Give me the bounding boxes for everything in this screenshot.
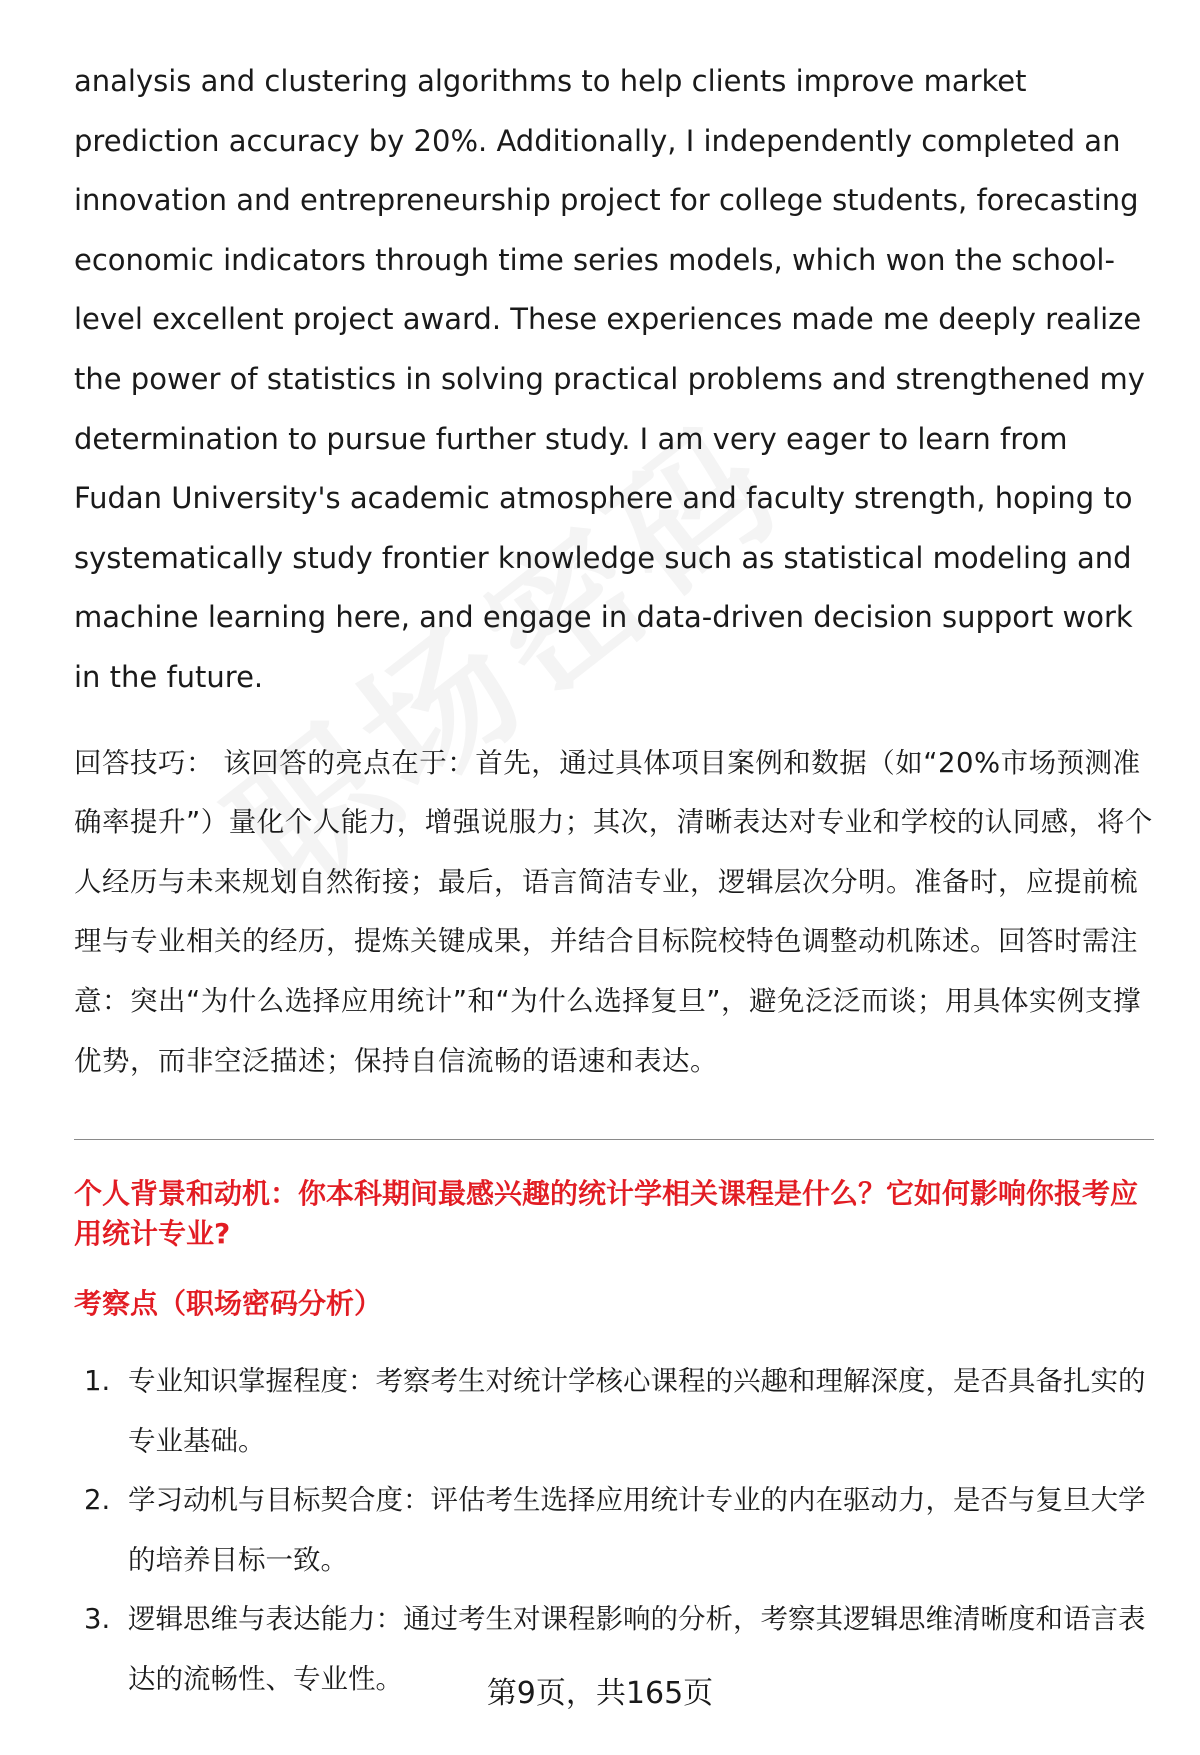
list-number: 1. bbox=[84, 1365, 111, 1398]
list-number: 2. bbox=[84, 1484, 111, 1517]
page-content bbox=[74, 52, 1154, 1710]
list-item bbox=[74, 1352, 1154, 1471]
section-divider bbox=[74, 1139, 1154, 1140]
list-item-text: 学习动机与目标契合度：评估考生选择应用统计专业的内在驱动力，是否与复旦大学的培养目标一致。 bbox=[128, 1484, 1146, 1576]
page-number-footer: 第9页，共165页 bbox=[486, 1676, 714, 1711]
list-item bbox=[74, 1471, 1154, 1590]
question-heading: 个人背景和动机：你本科期间最感兴趣的统计学相关课程是什么？它如何影响你报考应用统计专业? bbox=[74, 1177, 1139, 1251]
list-item-text: 专业知识掌握程度：考察考生对统计学核心课程的兴趣和理解深度，是否具备扎实的专业基础。 bbox=[128, 1365, 1146, 1457]
english-answer-paragraph: analysis and clustering algorithms to help clients improve market prediction accuracy by 20%. Additionally, I independently completed an innovation and entrepreneurship project for college students, forecasting economic indicators through time series models, which won the school-level excellent project award. These experiences made me deeply realize the power of statistics in solving practical problems and strengthened my determination to pursue further study. I am very eager to learn from Fudan University's academic atmosphere and faculty strength, hoping to systematically study frontier knowledge such as statistical modeling and machine learning here, and engage in data-driven decision support work in the future. bbox=[74, 64, 1145, 694]
list-item-text: 逻辑思维与表达能力：通过考生对课程影响的分析，考察其逻辑思维清晰度和语言表达的流畅性、专业性。 bbox=[128, 1603, 1146, 1696]
section-title: 考察点（职场密码分析） bbox=[74, 1287, 383, 1321]
list-number: 3. bbox=[84, 1603, 111, 1636]
answer-tips-paragraph: 回答技巧： 该回答的亮点在于：首先，通过具体项目案例和数据（如“20%市场预测准确率提升”）量化个人能力，增强说服力；其次，清晰表达对专业和学校的认同感，将个人经历与未来规划自然衔接；最后，语言简洁专业，逻辑层次分明。准备时，应提前梳理与专业相关的经历，提炼关键成果，并结合目标院校特色调整动机陈述。回答时需注意：突出“为什么选择应用统计”和“为什么选择复旦”，避免泛泛而谈；用具体实例支撑优势，而非空泛描述；保持自信流畅的语速和表达。 bbox=[74, 746, 1153, 1077]
assessment-points-list bbox=[74, 1352, 1154, 1710]
